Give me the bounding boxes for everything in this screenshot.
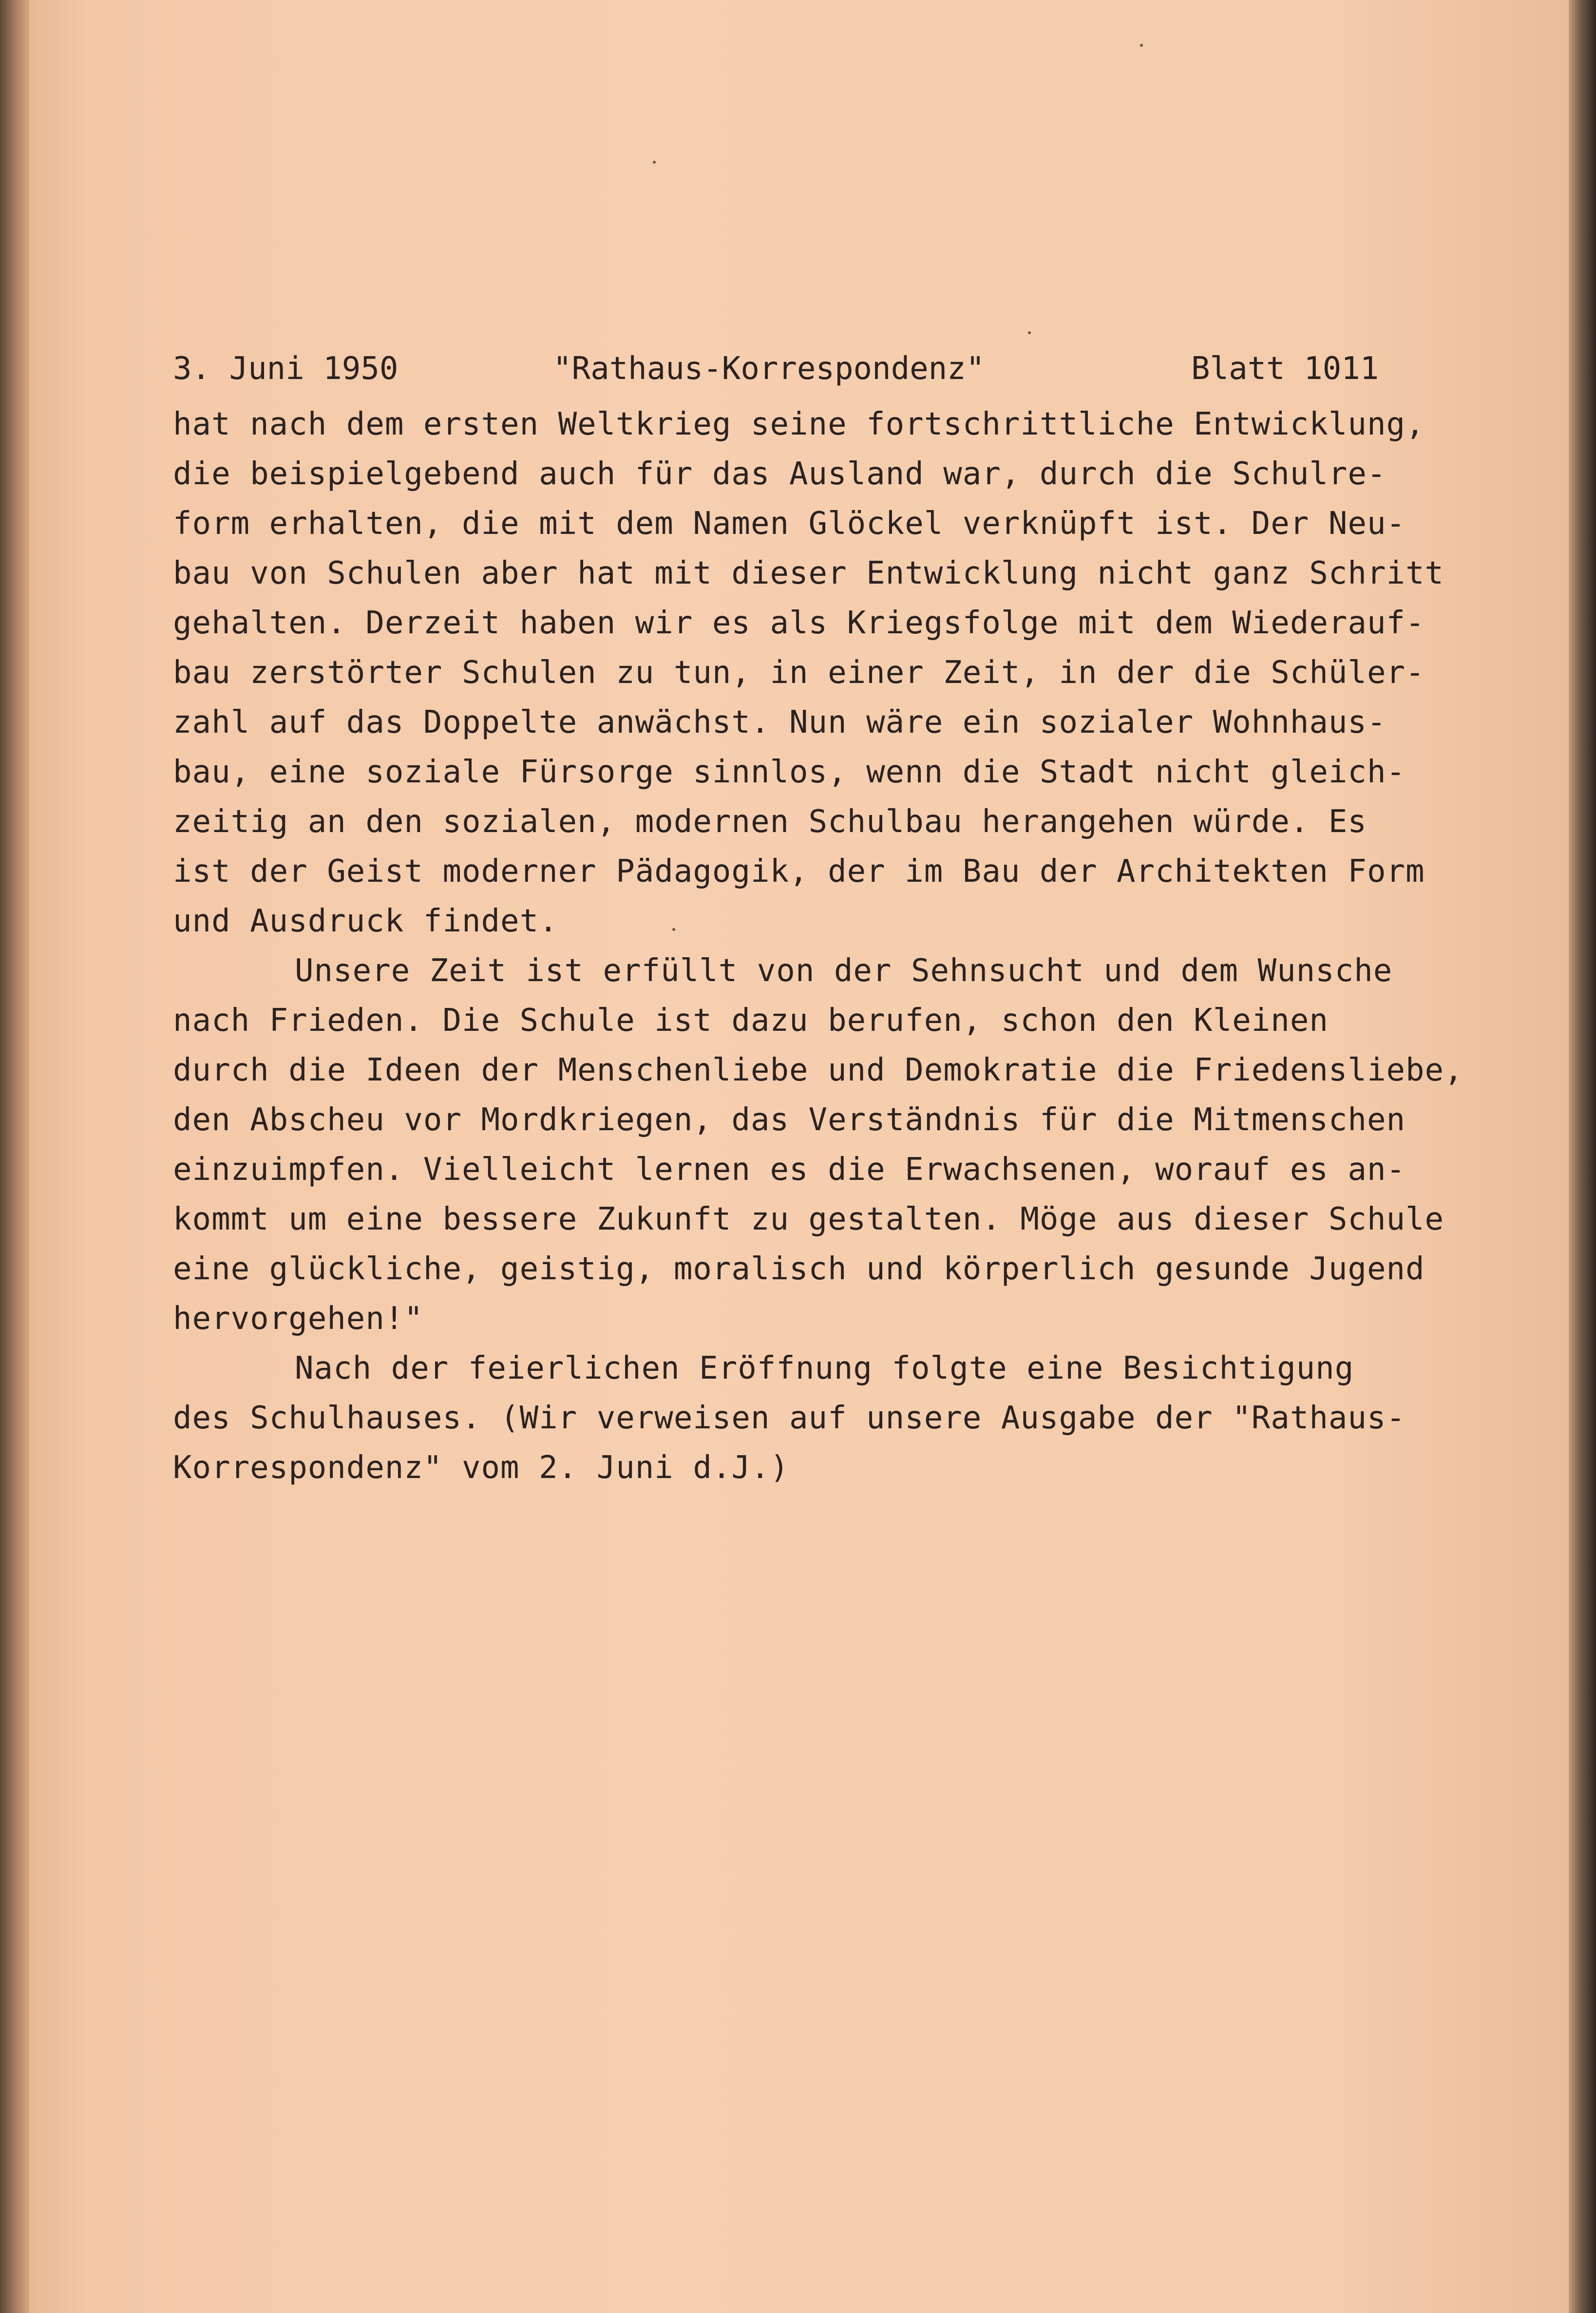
paper-speck [1028, 331, 1031, 334]
header-title: "Rathaus-Korrespondenz" [553, 351, 985, 387]
text-line: hervorgehen!" [173, 1301, 423, 1337]
text-line: zahl auf das Doppelte anwächst. Nun wäre ein sozialer Wohnhaus- [173, 704, 1387, 740]
text-line: und Ausdruck findet. [173, 903, 558, 939]
text-line: Unsere Zeit ist erfüllt von der Sehnsucht und dem Wunsche [295, 953, 1393, 989]
document-page [29, 0, 1569, 2313]
text-line: kommt um eine bessere Zukunft zu gestalten. Möge aus dieser Schule [173, 1201, 1444, 1237]
paper-speck [653, 161, 656, 164]
text-line: form erhalten, die mit dem Namen Glöckel verknüpft ist. Der Neu- [173, 506, 1406, 542]
typewritten-text [173, 351, 1527, 1493]
page-header [173, 351, 1527, 399]
text-line: den Abscheu vor Mordkriegen, das Verständnis für die Mitmenschen [173, 1102, 1406, 1138]
text-line: eine glückliche, geistig, moralisch und körperlich gesunde Jugend [173, 1251, 1425, 1287]
header-date: 3. Juni 1950 [173, 351, 399, 387]
text-line: bau von Schulen aber hat mit dieser Entwicklung nicht ganz Schritt [173, 555, 1444, 591]
text-line: durch die Ideen der Menschenliebe und Demokratie die Friedensliebe, [173, 1052, 1463, 1088]
binding-edge [0, 0, 29, 2313]
text-line: gehalten. Derzeit haben wir es als Kriegsfolge mit dem Wiederauf- [173, 605, 1425, 641]
text-line: bau, eine soziale Fürsorge sinnlos, wenn die Stadt nicht gleich- [173, 754, 1406, 790]
text-line: nach Frieden. Die Schule ist dazu berufen, schon den Kleinen [173, 1003, 1329, 1039]
page-edge-shadow [1569, 0, 1596, 2313]
text-line: bau zerstörter Schulen zu tun, in einer Zeit, in der die Schüler- [173, 655, 1425, 691]
paper-speck [1140, 44, 1143, 47]
text-line: ist der Geist moderner Pädagogik, der im Bau der Architekten Form [173, 853, 1425, 890]
text-line: hat nach dem ersten Weltkrieg seine fortschrittliche Entwicklung, [173, 406, 1425, 442]
text-line: die beispielgebend auch für das Ausland war, durch die Schulre- [173, 456, 1387, 492]
text-line: des Schulhauses. (Wir verweisen auf unsere Ausgabe der "Rathaus- [173, 1400, 1406, 1436]
text-line: Korrespondenz" vom 2. Juni d.J.) [173, 1450, 789, 1486]
text-line: einzuimpfen. Vielleicht lernen es die Erwachsenen, worauf es an- [173, 1152, 1406, 1188]
header-sheet-number: Blatt 1011 [1191, 351, 1379, 387]
text-line: Nach der feierlichen Eröffnung folgte eine Besichtigung [295, 1350, 1354, 1386]
text-line: zeitig an den sozialen, modernen Schulbau herangehen würde. Es [173, 804, 1367, 840]
